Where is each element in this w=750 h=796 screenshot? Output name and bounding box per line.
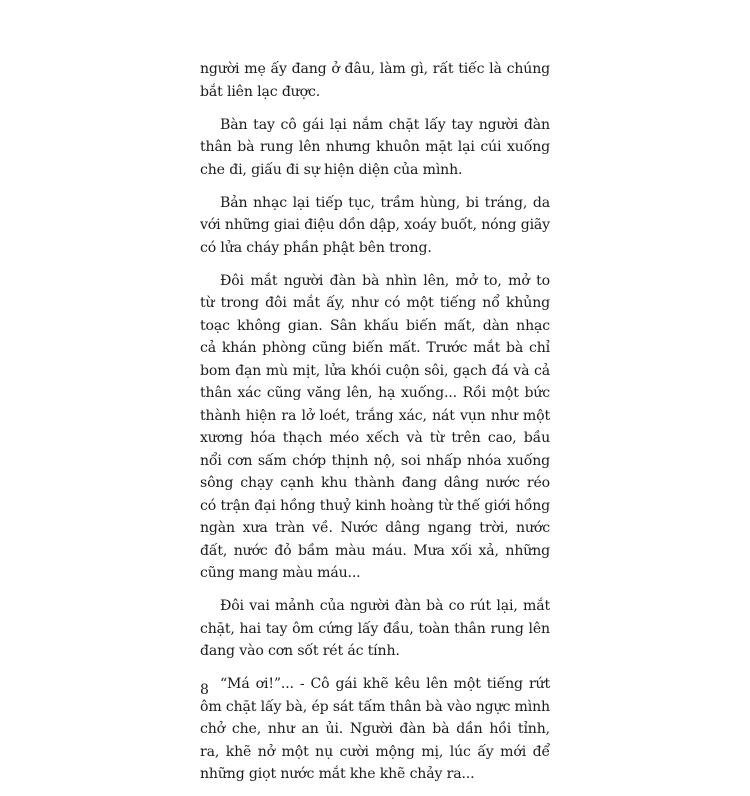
paragraph	[200, 673, 550, 786]
text-line: có trận đại hồng thuỷ kinh hoàng từ thế giới hồng	[200, 497, 550, 514]
text-line: ngàn xưa tràn về. Nước dâng ngang trời, nước	[200, 520, 550, 536]
text-line: với những giai điệu dồn dập, xoáy buốt, nóng giãy	[200, 217, 550, 233]
text-line: bom đạn mù mịt, lửa khói cuộn sôi, gạch đá và cả	[200, 362, 550, 379]
text-line: sông chạy cạnh khu thành đang dâng nước réo	[200, 475, 550, 491]
text-line: từ trong đôi mắt ấy, như có một tiếng nổ khủng	[200, 295, 550, 311]
text-line: có lửa cháy phần phật bên trong.	[200, 239, 432, 256]
text-line: Đôi vai mảnh của người đàn bà co rút lại, mắt	[220, 598, 550, 614]
text-line: xương hóa thạch méo xếch và từ trên cao, bầu	[200, 430, 550, 446]
text-line: toạc không gian. Sân khấu biến mất, dàn nhạc	[200, 317, 550, 334]
text-line: chở che, như an ủi. Người đàn bà dần hồi tỉnh,	[200, 721, 550, 737]
text-line: cả khán phòng cũng biến mất. Trước mắt bà chỉ	[200, 340, 550, 356]
text-line: đang vào cơn sốt rét ác tính.	[200, 643, 400, 659]
text-line: những giọt nước mắt khe khẽ chảy ra...	[200, 766, 475, 782]
text-line: thân bà rung lên nhưng khuôn mặt lại cúi xuống	[200, 139, 550, 155]
text-line: chặt, hai tay ôm cứng lấy đầu, toàn thân rung lên	[200, 620, 550, 637]
text-line: Đôi mắt người đàn bà nhìn lên, mở to, mở to	[220, 272, 550, 289]
paragraph	[200, 192, 550, 260]
text-line: nổi cơn sấm chớp thịnh nộ, soi nhấp nhóa xuống	[200, 452, 550, 469]
text-line: Bản nhạc lại tiếp tục, trầm hùng, bi tráng, da	[220, 194, 550, 211]
paragraph	[200, 114, 550, 182]
text-line: thân xác cũng văng lên, hạ xuống... Rồi một bức	[200, 385, 550, 401]
text-line: Bàn tay cô gái lại nắm chặt lấy tay người đàn	[220, 116, 550, 133]
paragraph	[200, 270, 550, 585]
text-line: che đi, giấu đi sự hiện diện của mình.	[200, 161, 463, 178]
text-line: thành hiện ra lở loét, trắng xác, nát vụn như một	[200, 407, 550, 424]
text-line: bắt liên lạc được.	[200, 83, 321, 100]
text-line: người mẹ ấy đang ở đâu, làm gì, rất tiếc là chúng	[200, 61, 550, 77]
text-line: ra, khẽ nở một nụ cười mộng mị, lúc ấy mới để	[200, 743, 550, 760]
text-line: “Má ơi!”... - Cô gái khẽ kêu lên một tiếng rứt	[220, 676, 550, 692]
paragraph	[200, 595, 550, 663]
text-line: ôm chặt lấy bà, ép sát tấm thân bà vào ngực mình	[200, 698, 550, 715]
text-line: đất, nước đỏ bầm màu máu. Mưa xối xả, những	[200, 542, 550, 559]
text-line: cũng mang màu máu...	[200, 565, 361, 581]
body-text	[200, 58, 550, 796]
paragraph	[200, 58, 550, 103]
page-number: 8	[200, 682, 209, 698]
